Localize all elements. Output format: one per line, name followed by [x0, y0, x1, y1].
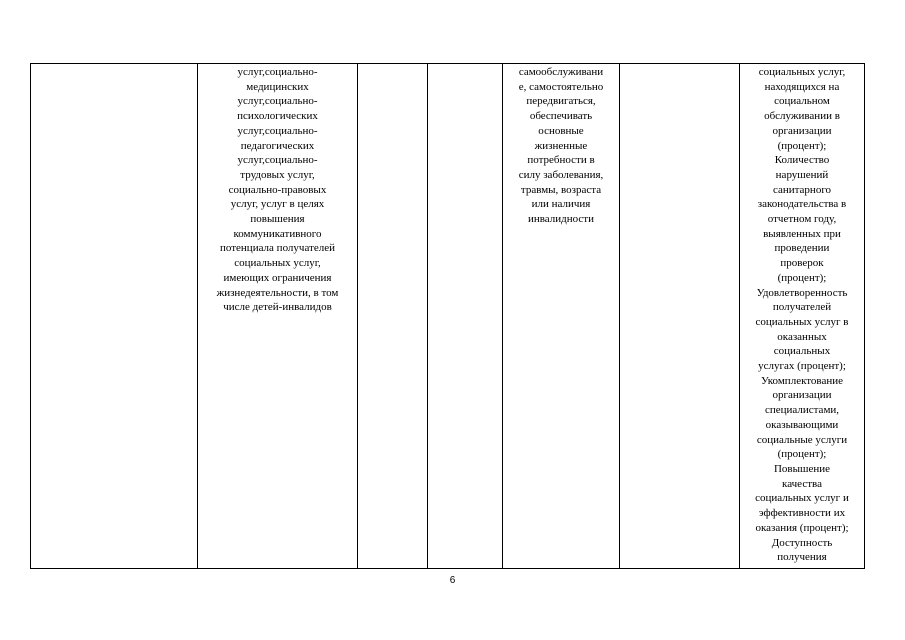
table-row [31, 64, 865, 569]
table-cell-col-5: самообслуживани е, самостоятельно передвигаться, обеспечивать основные жизненные потребности в силу заболевания, травмы, возраста или наличия инвалидности [503, 64, 620, 569]
table-cell-col-7: социальных услуг, находящихся на социальном обслуживании в организации (процент); Количество нарушений санитарного законодательства в отчетном году, выявленных при проведении проверок (процент); Удовлетворенность получателей социальных услуг в оказанных социальных услугах (процент); Укомплектование организации специалистами, оказывающими социальные услуги (процент); Повышение качества социальных услуг и эффективности их оказания (процент); Доступность получения [740, 64, 865, 569]
table-cell-col-4 [428, 64, 503, 569]
table-cell-col-3 [358, 64, 428, 569]
table-cell-col-1 [31, 64, 198, 569]
table-cell-col-6 [620, 64, 740, 569]
services-table [30, 63, 865, 569]
table-cell-col-2: услуг,социально- медицинских услуг,социально- психологических услуг,социально- педагогических услуг,социально- трудовых услуг, социально-правовых услуг, услуг в целях повышения коммуникативного потенциала получателей социальных услуг, имеющих ограничения жизнедеятельности, в том числе детей-инвалидов [198, 64, 358, 569]
page-number: 6 [449, 575, 456, 586]
